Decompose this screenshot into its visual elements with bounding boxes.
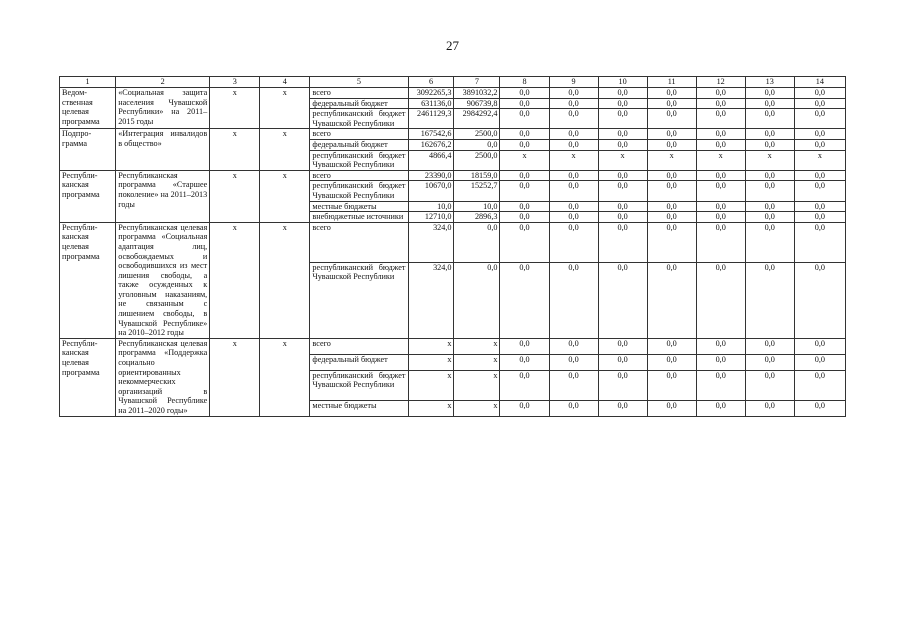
value-cell: 0,0 xyxy=(745,222,794,262)
header-cell: 4 xyxy=(260,77,310,88)
header-cell: 12 xyxy=(696,77,745,88)
value-cell: 167542,6 xyxy=(408,129,454,140)
value-cell: 0,0 xyxy=(598,212,647,223)
header-cell: 9 xyxy=(549,77,598,88)
funding-source: всего xyxy=(310,129,408,140)
table-row xyxy=(60,222,846,262)
value-cell: 0,0 xyxy=(500,201,549,212)
value-cell: 0,0 xyxy=(549,88,598,99)
value-cell: 0,0 xyxy=(500,139,549,150)
value-cell: 0,0 xyxy=(598,129,647,140)
funding-source: федеральный бюджет xyxy=(310,98,408,109)
funding-source: всего xyxy=(310,88,408,99)
value-cell: 0,0 xyxy=(647,88,696,99)
value-cell: 0,0 xyxy=(745,338,794,354)
value-cell: х xyxy=(408,338,454,354)
value-cell: 2461129,3 xyxy=(408,109,454,129)
value-cell: х xyxy=(794,150,845,170)
funding-source: республиканский бюджет Чувашской Республики xyxy=(310,109,408,129)
value-cell: 0,0 xyxy=(794,139,845,150)
header-cell: 1 xyxy=(60,77,116,88)
value-cell: 0,0 xyxy=(500,262,549,338)
executor-mark: х xyxy=(260,222,310,338)
value-cell: 0,0 xyxy=(598,181,647,201)
header-cell: 14 xyxy=(794,77,845,88)
value-cell: 0,0 xyxy=(647,338,696,354)
value-cell: 0,0 xyxy=(696,212,745,223)
header-cell: 10 xyxy=(598,77,647,88)
value-cell: 0,0 xyxy=(647,212,696,223)
value-cell: 0,0 xyxy=(549,212,598,223)
value-cell: 0,0 xyxy=(794,262,845,338)
executor-mark: х xyxy=(210,170,260,222)
program-status: Республи-канская целевая программа xyxy=(60,222,116,338)
program-status: Республи-канская программа xyxy=(60,170,116,222)
header-cell: 3 xyxy=(210,77,260,88)
value-cell: 0,0 xyxy=(647,201,696,212)
value-cell: 0,0 xyxy=(745,139,794,150)
value-cell: 0,0 xyxy=(696,370,745,400)
value-cell: 0,0 xyxy=(549,338,598,354)
value-cell: 15252,7 xyxy=(454,181,500,201)
value-cell: 0,0 xyxy=(794,212,845,223)
program-name: «Интеграция инвалидов в общество» xyxy=(116,129,210,170)
value-cell: 0,0 xyxy=(549,109,598,129)
value-cell: 0,0 xyxy=(647,109,696,129)
value-cell: 3891032,2 xyxy=(454,88,500,99)
value-cell: 0,0 xyxy=(745,201,794,212)
value-cell: 0,0 xyxy=(598,88,647,99)
value-cell: 18159,0 xyxy=(454,170,500,181)
value-cell: 0,0 xyxy=(696,262,745,338)
value-cell: 0,0 xyxy=(598,170,647,181)
value-cell: х xyxy=(647,150,696,170)
funding-source: всего xyxy=(310,338,408,354)
value-cell: 10670,0 xyxy=(408,181,454,201)
value-cell: 0,0 xyxy=(598,338,647,354)
header-cell: 8 xyxy=(500,77,549,88)
value-cell: 0,0 xyxy=(745,262,794,338)
table-row xyxy=(60,338,846,354)
program-name: «Социальная защита населения Чувашской Республики» на 2011–2015 годы xyxy=(116,88,210,129)
header-cell: 5 xyxy=(310,77,408,88)
value-cell: 0,0 xyxy=(745,109,794,129)
value-cell: 2500,0 xyxy=(454,129,500,140)
value-cell: 0,0 xyxy=(794,338,845,354)
value-cell: 0,0 xyxy=(598,370,647,400)
executor-mark: х xyxy=(210,338,260,416)
value-cell: 0,0 xyxy=(500,181,549,201)
table-row xyxy=(60,88,846,99)
funding-source: внебюджетные источники xyxy=(310,212,408,223)
value-cell: 23390,0 xyxy=(408,170,454,181)
value-cell: 0,0 xyxy=(745,181,794,201)
value-cell: 2500,0 xyxy=(454,150,500,170)
value-cell: 0,0 xyxy=(794,129,845,140)
value-cell: 0,0 xyxy=(500,109,549,129)
value-cell: 0,0 xyxy=(598,354,647,370)
header-cell: 2 xyxy=(116,77,210,88)
value-cell: 0,0 xyxy=(500,354,549,370)
value-cell: 0,0 xyxy=(598,222,647,262)
value-cell: 0,0 xyxy=(745,370,794,400)
budget-table xyxy=(59,76,846,417)
page-number: 27 xyxy=(446,38,459,53)
value-cell: 0,0 xyxy=(745,354,794,370)
value-cell: 0,0 xyxy=(696,98,745,109)
value-cell: 0,0 xyxy=(696,222,745,262)
value-cell: 0,0 xyxy=(454,262,500,338)
value-cell: 324,0 xyxy=(408,262,454,338)
value-cell: 0,0 xyxy=(454,139,500,150)
funding-source: местные бюджеты xyxy=(310,201,408,212)
executor-mark: х xyxy=(210,88,260,129)
value-cell: 0,0 xyxy=(549,370,598,400)
value-cell: х xyxy=(745,150,794,170)
value-cell: 0,0 xyxy=(549,262,598,338)
value-cell: 0,0 xyxy=(549,170,598,181)
value-cell: 0,0 xyxy=(549,201,598,212)
header-cell: 13 xyxy=(745,77,794,88)
value-cell: 0,0 xyxy=(500,370,549,400)
table-body xyxy=(60,77,846,417)
value-cell: 2896,3 xyxy=(454,212,500,223)
value-cell: 0,0 xyxy=(454,222,500,262)
value-cell: 0,0 xyxy=(794,201,845,212)
value-cell: 0,0 xyxy=(549,129,598,140)
program-status: Ведом-ственная целевая программа xyxy=(60,88,116,129)
value-cell: 0,0 xyxy=(696,338,745,354)
value-cell: 0,0 xyxy=(549,181,598,201)
executor-mark: х xyxy=(260,88,310,129)
value-cell: х xyxy=(408,370,454,400)
value-cell: 0,0 xyxy=(500,222,549,262)
value-cell: 0,0 xyxy=(794,170,845,181)
value-cell: 0,0 xyxy=(794,88,845,99)
value-cell: 0,0 xyxy=(598,98,647,109)
value-cell: 0,0 xyxy=(647,170,696,181)
program-name: Республиканская программа «Старшее поколение» на 2011–2013 годы xyxy=(116,170,210,222)
value-cell: 0,0 xyxy=(500,338,549,354)
value-cell: 10,0 xyxy=(454,201,500,212)
header-row xyxy=(60,77,846,88)
value-cell: 0,0 xyxy=(745,129,794,140)
value-cell: 0,0 xyxy=(549,222,598,262)
value-cell: 0,0 xyxy=(500,212,549,223)
value-cell: х xyxy=(454,354,500,370)
value-cell: 0,0 xyxy=(696,139,745,150)
value-cell: 0,0 xyxy=(647,181,696,201)
value-cell: х xyxy=(696,150,745,170)
value-cell: 0,0 xyxy=(598,201,647,212)
value-cell: 0,0 xyxy=(647,400,696,416)
value-cell: 0,0 xyxy=(598,109,647,129)
value-cell: 0,0 xyxy=(549,354,598,370)
value-cell: 0,0 xyxy=(647,139,696,150)
value-cell: 0,0 xyxy=(745,212,794,223)
executor-mark: х xyxy=(210,129,260,170)
funding-source: федеральный бюджет xyxy=(310,354,408,370)
value-cell: х xyxy=(408,400,454,416)
value-cell: 0,0 xyxy=(745,170,794,181)
value-cell: 0,0 xyxy=(647,354,696,370)
value-cell: 0,0 xyxy=(500,98,549,109)
funding-source: республиканский бюджет Чувашской Республики xyxy=(310,262,408,338)
executor-mark: х xyxy=(260,338,310,416)
value-cell: 0,0 xyxy=(598,400,647,416)
value-cell: х xyxy=(454,400,500,416)
value-cell: 0,0 xyxy=(745,88,794,99)
value-cell: 0,0 xyxy=(647,370,696,400)
funding-source: федеральный бюджет xyxy=(310,139,408,150)
value-cell: 0,0 xyxy=(549,400,598,416)
value-cell: 0,0 xyxy=(696,88,745,99)
value-cell: 4866,4 xyxy=(408,150,454,170)
value-cell: 0,0 xyxy=(794,109,845,129)
program-name: Республиканская целевая программа «Социальная адаптация лиц, освобождаемых и освободившихся из мест лишения свободы, а также осужденных к уголовным наказаниям, не связанным с лишением свободы, в Чувашской Республике» на 2010–2012 годы xyxy=(116,222,210,338)
value-cell: 0,0 xyxy=(549,98,598,109)
executor-mark: х xyxy=(260,129,310,170)
value-cell: 0,0 xyxy=(647,129,696,140)
value-cell: 0,0 xyxy=(745,98,794,109)
value-cell: 0,0 xyxy=(696,129,745,140)
value-cell: 0,0 xyxy=(500,129,549,140)
value-cell: 0,0 xyxy=(549,139,598,150)
value-cell: 324,0 xyxy=(408,222,454,262)
value-cell: 0,0 xyxy=(500,400,549,416)
funding-source: республиканский бюджет Чувашской Республики xyxy=(310,181,408,201)
value-cell: 0,0 xyxy=(794,222,845,262)
value-cell: х xyxy=(454,338,500,354)
program-name: Республиканская целевая программа «Поддержка социально ориентированных некоммерческих организаций в Чувашской Республике на 2011–2020 годы» xyxy=(116,338,210,416)
funding-source: республиканский бюджет Чувашской Республики xyxy=(310,370,408,400)
program-status: Подпро-грамма xyxy=(60,129,116,170)
value-cell: 10,0 xyxy=(408,201,454,212)
header-cell: 7 xyxy=(454,77,500,88)
table-row xyxy=(60,170,846,181)
table-row xyxy=(60,129,846,140)
funding-source: всего xyxy=(310,222,408,262)
value-cell: 0,0 xyxy=(794,98,845,109)
value-cell: 0,0 xyxy=(647,262,696,338)
value-cell: 631136,0 xyxy=(408,98,454,109)
funding-source: республиканский бюджет Чувашской Республики xyxy=(310,150,408,170)
value-cell: 3092265,3 xyxy=(408,88,454,99)
funding-source: всего xyxy=(310,170,408,181)
value-cell: 12710,0 xyxy=(408,212,454,223)
value-cell: 906739,8 xyxy=(454,98,500,109)
value-cell: 0,0 xyxy=(794,400,845,416)
header-cell: 6 xyxy=(408,77,454,88)
value-cell: х xyxy=(598,150,647,170)
value-cell: 0,0 xyxy=(794,181,845,201)
value-cell: 0,0 xyxy=(696,109,745,129)
program-status: Республи-канская целевая программа xyxy=(60,338,116,416)
value-cell: 0,0 xyxy=(696,201,745,212)
value-cell: 0,0 xyxy=(647,222,696,262)
value-cell: х xyxy=(500,150,549,170)
executor-mark: х xyxy=(210,222,260,338)
value-cell: 0,0 xyxy=(696,354,745,370)
value-cell: 0,0 xyxy=(745,400,794,416)
value-cell: 0,0 xyxy=(598,262,647,338)
value-cell: 162676,2 xyxy=(408,139,454,150)
value-cell: 0,0 xyxy=(598,139,647,150)
value-cell: 0,0 xyxy=(647,98,696,109)
value-cell: 0,0 xyxy=(500,88,549,99)
value-cell: 0,0 xyxy=(794,370,845,400)
funding-source: местные бюджеты xyxy=(310,400,408,416)
value-cell: х xyxy=(549,150,598,170)
value-cell: 0,0 xyxy=(696,170,745,181)
value-cell: 0,0 xyxy=(500,170,549,181)
value-cell: 2984292,4 xyxy=(454,109,500,129)
value-cell: х xyxy=(454,370,500,400)
value-cell: х xyxy=(408,354,454,370)
executor-mark: х xyxy=(260,170,310,222)
value-cell: 0,0 xyxy=(794,354,845,370)
value-cell: 0,0 xyxy=(696,400,745,416)
value-cell: 0,0 xyxy=(696,181,745,201)
header-cell: 11 xyxy=(647,77,696,88)
